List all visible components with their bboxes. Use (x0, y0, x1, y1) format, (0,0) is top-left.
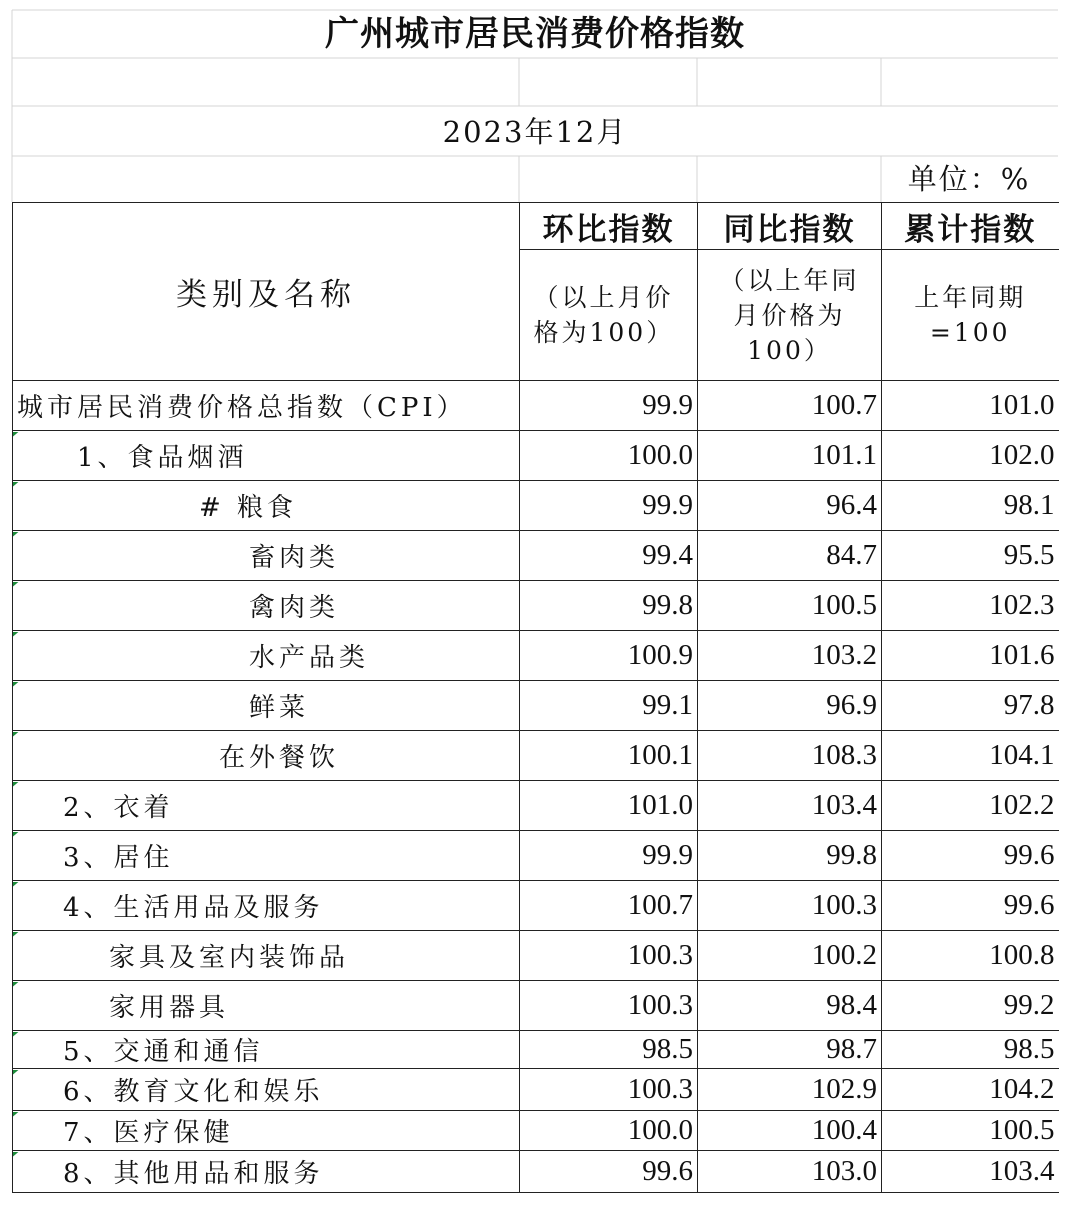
row-cum-value: 95.5 (882, 531, 1059, 581)
table-row (13, 1031, 1059, 1069)
row-yoy-value: 98.7 (698, 1031, 882, 1069)
row-category-name: 1、食品烟酒 (13, 431, 520, 481)
row-cum-value: 102.3 (882, 581, 1059, 631)
header-mom: 环比指数 (520, 203, 698, 250)
table-row (13, 831, 1059, 881)
row-cum-value: 100.8 (882, 931, 1059, 981)
row-mom-value: 100.0 (520, 1111, 698, 1151)
row-yoy-value: 100.3 (698, 881, 882, 931)
header-yoy-note-text: （以上年同月价格为100） (719, 265, 860, 365)
row-cum-value: 102.0 (882, 431, 1059, 481)
header-category: 类别及名称 (13, 203, 520, 381)
row-cum-value: 99.2 (882, 981, 1059, 1031)
table-row (13, 481, 1059, 531)
table-row (13, 731, 1059, 781)
row-category-name: 禽肉类 (13, 581, 520, 631)
row-category-name: 5、交通和通信 (13, 1031, 520, 1069)
row-category-name: 8、其他用品和服务 (13, 1151, 520, 1193)
header-yoy: 同比指数 (698, 203, 882, 250)
row-cum-value: 101.6 (882, 631, 1059, 681)
row-cum-value: 101.0 (882, 381, 1059, 431)
row-mom-value: 100.9 (520, 631, 698, 681)
row-yoy-value: 103.2 (698, 631, 882, 681)
row-cum-value: 98.1 (882, 481, 1059, 531)
table-row (13, 431, 1059, 481)
header-cum: 累计指数 (882, 203, 1059, 250)
row-category-name: 家具及室内装饰品 (13, 931, 520, 981)
table-row (13, 1151, 1059, 1193)
row-cum-value: 99.6 (882, 881, 1059, 931)
row-cum-value: 102.2 (882, 781, 1059, 831)
row-yoy-value: 103.0 (698, 1151, 882, 1193)
row-mom-value: 100.3 (520, 931, 698, 981)
row-mom-value: 100.7 (520, 881, 698, 931)
header-row-main (13, 203, 1059, 250)
row-category-name: 4、生活用品及服务 (13, 881, 520, 931)
row-yoy-value: 96.4 (698, 481, 882, 531)
row-mom-value: 99.9 (520, 831, 698, 881)
row-yoy-value: 108.3 (698, 731, 882, 781)
table-row (13, 781, 1059, 831)
row-mom-value: 99.9 (520, 481, 698, 531)
header-mom-note-text: （以上月价格为100） (533, 283, 675, 347)
table-row (13, 931, 1059, 981)
unit-label: 单位：% (907, 162, 1031, 196)
table-row (13, 981, 1059, 1031)
row-category-name: 6、教育文化和娱乐 (13, 1069, 520, 1111)
row-category-name: 家用器具 (13, 981, 520, 1031)
page-title: 广州城市居民消费价格指数 (325, 14, 745, 54)
row-yoy-value: 100.2 (698, 931, 882, 981)
row-category-name: 水产品类 (13, 631, 520, 681)
header-cum-note-text: 上年同期=100 (914, 283, 1027, 347)
row-yoy-value: 101.1 (698, 431, 882, 481)
report-date: 2023年12月 (442, 115, 628, 149)
row-category-name: 在外餐饮 (13, 731, 520, 781)
header-mom-note (520, 250, 698, 381)
row-category-name: 城市居民消费价格总指数（CPI） (13, 381, 520, 431)
table-row (13, 881, 1059, 931)
row-category-name: 畜肉类 (13, 531, 520, 581)
row-yoy-value: 96.9 (698, 681, 882, 731)
cpi-table (12, 202, 1059, 1193)
row-yoy-value: 100.4 (698, 1111, 882, 1151)
row-category-name: # 粮食 (13, 481, 520, 531)
row-cum-value: 100.5 (882, 1111, 1059, 1151)
row-yoy-value: 102.9 (698, 1069, 882, 1111)
header-cum-note (882, 250, 1059, 381)
row-cum-value: 98.5 (882, 1031, 1059, 1069)
row-mom-value: 99.9 (520, 381, 698, 431)
row-yoy-value: 100.7 (698, 381, 882, 431)
row-mom-value: 98.5 (520, 1031, 698, 1069)
row-mom-value: 99.4 (520, 531, 698, 581)
row-category-name: 鲜菜 (13, 681, 520, 731)
row-mom-value: 101.0 (520, 781, 698, 831)
row-cum-value: 104.1 (882, 731, 1059, 781)
row-mom-value: 99.6 (520, 1151, 698, 1193)
table-row (13, 1111, 1059, 1151)
table-row (13, 1069, 1059, 1111)
row-cum-value: 104.2 (882, 1069, 1059, 1111)
table-row (13, 381, 1059, 431)
row-category-name: 7、医疗保健 (13, 1111, 520, 1151)
row-mom-value: 100.0 (520, 431, 698, 481)
header-yoy-note (698, 250, 882, 381)
row-mom-value: 99.8 (520, 581, 698, 631)
row-mom-value: 100.3 (520, 981, 698, 1031)
row-mom-value: 100.1 (520, 731, 698, 781)
row-cum-value: 99.6 (882, 831, 1059, 881)
row-category-name: 2、衣着 (13, 781, 520, 831)
row-yoy-value: 103.4 (698, 781, 882, 831)
row-cum-value: 97.8 (882, 681, 1059, 731)
row-yoy-value: 84.7 (698, 531, 882, 581)
table-row (13, 681, 1059, 731)
row-yoy-value: 98.4 (698, 981, 882, 1031)
table-row (13, 531, 1059, 581)
row-yoy-value: 100.5 (698, 581, 882, 631)
row-category-name: 3、居住 (13, 831, 520, 881)
row-mom-value: 99.1 (520, 681, 698, 731)
row-yoy-value: 99.8 (698, 831, 882, 881)
table-row (13, 581, 1059, 631)
table-row (13, 631, 1059, 681)
row-cum-value: 103.4 (882, 1151, 1059, 1193)
row-mom-value: 100.3 (520, 1069, 698, 1111)
